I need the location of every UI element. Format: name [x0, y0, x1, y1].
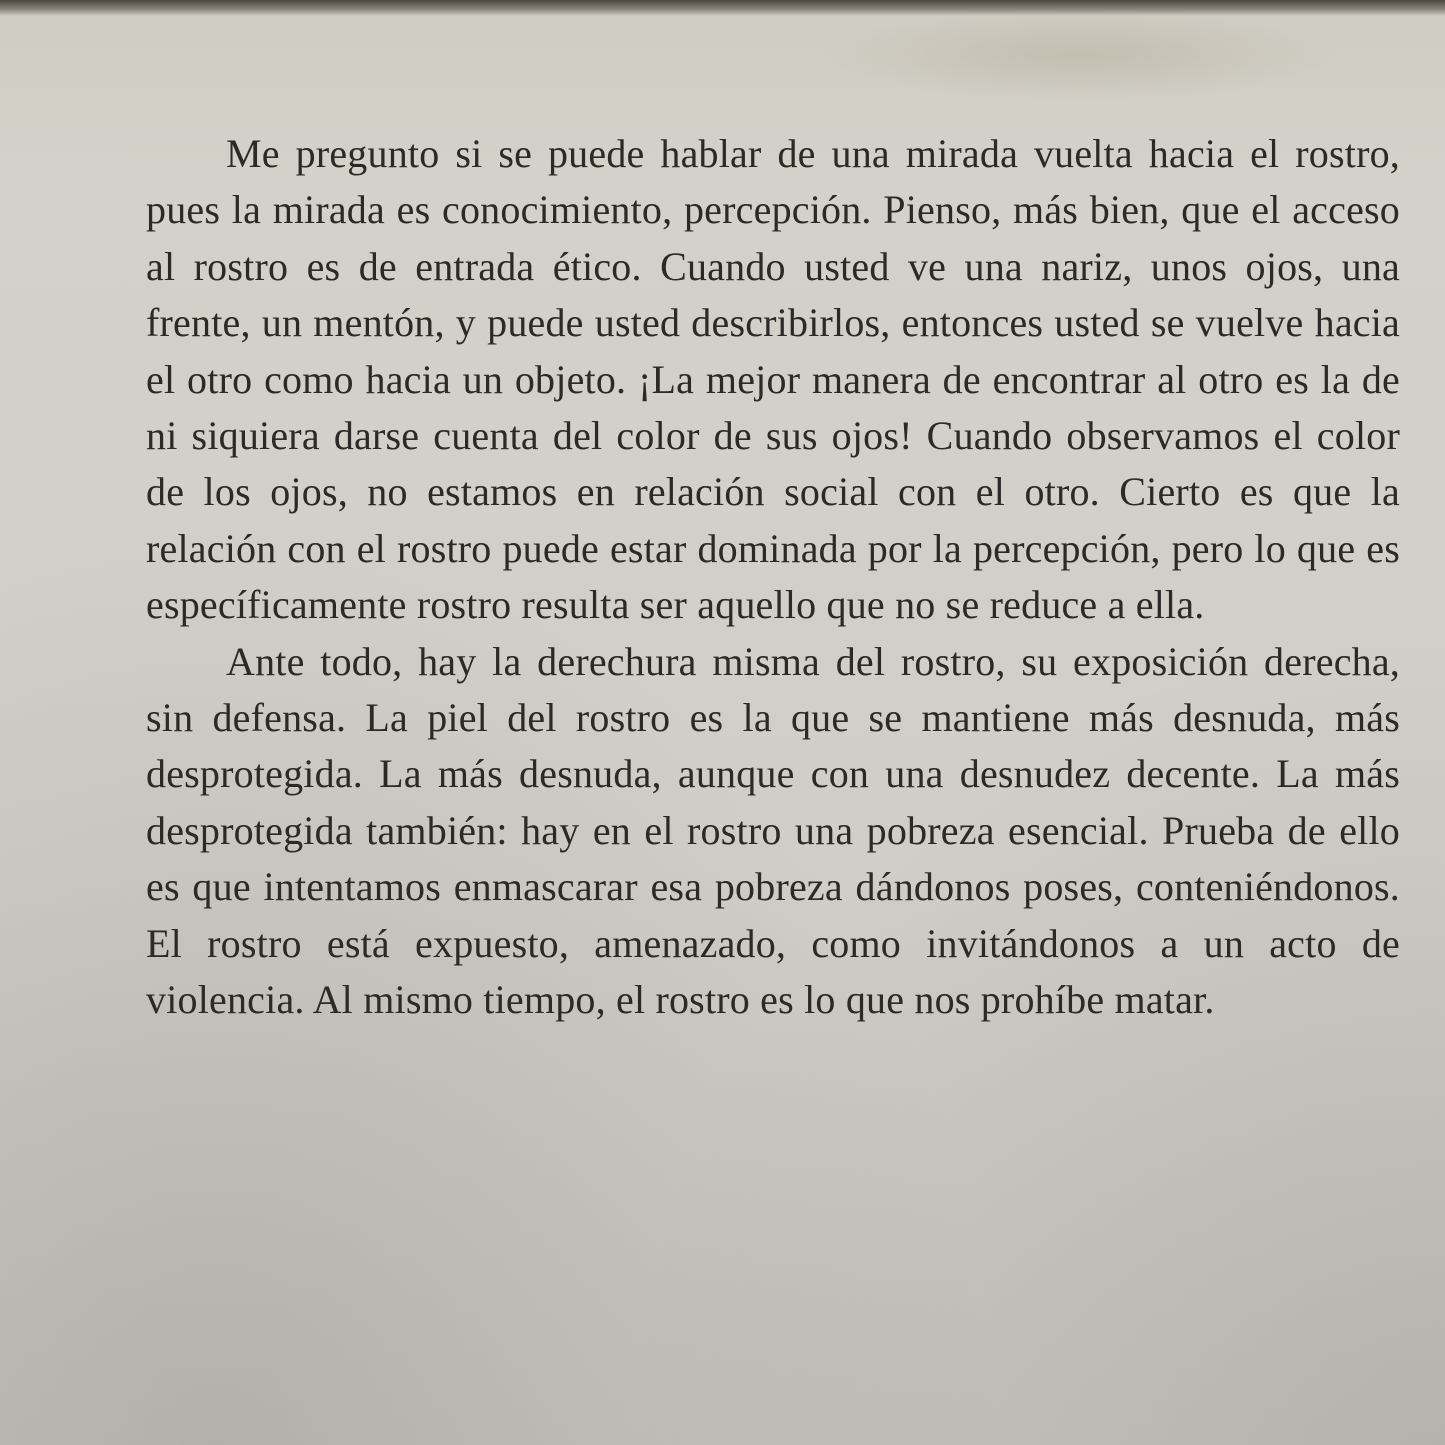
paper-stain	[820, 10, 1340, 100]
body-text	[146, 126, 1400, 1029]
paragraph-2: Ante todo, hay la derechura misma del rostro, su exposición derecha, sin defensa. La piel del rostro es la que se mantiene más desnuda, más desprotegida. La más desnuda, aunque con una desnudez decente. La más desprotegida también: hay en el rostro una pobreza esencial. Prueba de ello es que intentamos enmascarar esa pobreza dándonos poses, conteniéndonos. El rostro está expuesto, amenazado, como invitándonos a un acto de violencia. Al mismo tiempo, el rostro es lo que nos prohíbe matar.	[146, 638, 1400, 1023]
page-top-edge	[0, 0, 1445, 16]
paragraph-1: Me pregunto si se puede hablar de una mirada vuelta hacia el rostro, pues la mirada es conocimiento, percepción. Pienso, más bien, que el acceso al rostro es de entrada ético. Cuando usted ve una nariz, unos ojos, una frente, un mentón, y puede usted describirlos, entonces usted se vuelve hacia el otro como hacia un objeto. ¡La mejor manera de encontrar al otro es la de ni siquiera darse cuenta del color de sus ojos! Cuando observamos el color de los ojos, no estamos en relación social con el otro. Cierto es que la relación con el rostro puede estar dominada por la percepción, pero lo que es específicamente rostro resulta ser aquello que no se reduce a ella.	[146, 131, 1400, 628]
